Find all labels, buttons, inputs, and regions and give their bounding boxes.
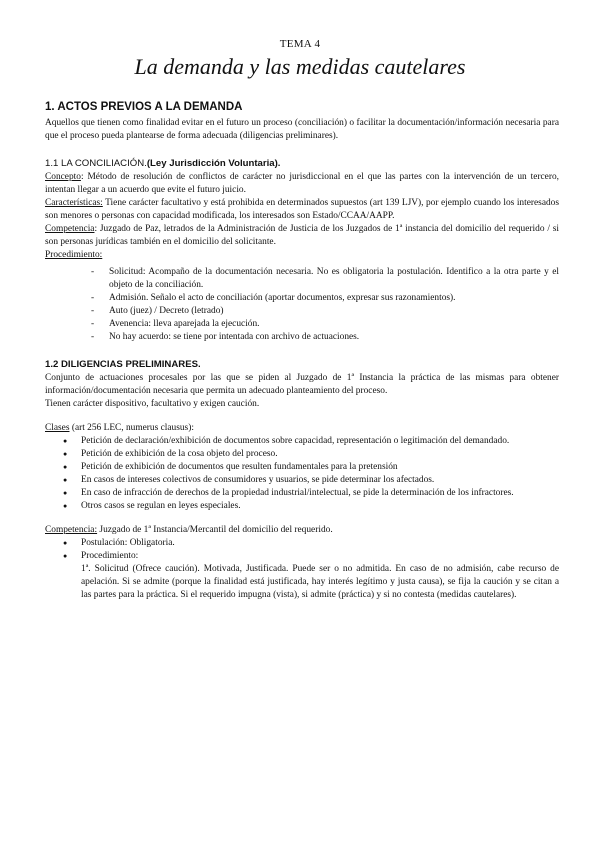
list-item: ● Petición de exhibición de la cosa objeto del proceso.	[63, 448, 559, 461]
procedimiento-list	[45, 266, 559, 344]
competencia-paragraph	[45, 223, 559, 249]
list-item: - Admisión. Señalo el acto de conciliación (aportar documentos, expresar sus razonamientos).	[91, 292, 559, 305]
list-item: ● Procedimiento:	[63, 550, 559, 563]
list-item: - Auto (juez) / Decreto (letrado)	[91, 305, 559, 318]
section-1-1-heading	[45, 157, 559, 170]
section-1-2-heading: 1.2 DILIGENCIAS PRELIMINARES.	[45, 359, 201, 370]
competencia-2-label: Competencia:	[45, 525, 98, 535]
page-title: La demanda y las medidas cautelares	[134, 54, 466, 79]
caracteristicas-text: Tiene carácter facultativo y está prohibida en determinados supuestos (art 139 LJV), por ejemplo cuando los interesados son menores o personas con capacidad modificada, los interesados son Estado/CCAA/AAPP.	[45, 198, 559, 221]
concepto-paragraph	[45, 171, 559, 197]
caracteristicas-paragraph	[45, 197, 559, 223]
section-1-intro: Aquellos que tienen como finalidad evitar en el futuro un proceso (conciliación) o facilitar la documentación/información necesaria para que el proceso pueda plantearse de forma adecuada (diligencias preliminares).	[45, 118, 559, 141]
competencia-text: : Juzgado de Paz, letrados de la Administración de Justicia de los Juzgados de 1ª instancia del domicilio del requerido / si son personas jurídicas también en el domicilio del solicitante.	[45, 224, 559, 247]
list-item: ● Petición de declaración/exhibición de documentos sobre capacidad, representación o legitimación del demandado.	[63, 435, 559, 448]
section-1-1-heading-law: (Ley Jurisdicción Voluntaria).	[146, 158, 281, 169]
tema-label: TEMA 4	[279, 38, 321, 50]
list-item: - Avenencia: lleva aparejada la ejecución.	[91, 318, 559, 331]
list-item: - No hay acuerdo: se tiene por intentada con archivo de actuaciones.	[91, 331, 559, 344]
caracteristicas-label: Características:	[45, 198, 103, 208]
competencia-2-text: Juzgado de 1ª Instancia/Mercantil del domicilio del requerido.	[97, 525, 333, 535]
procedimiento-label: Procedimiento:	[45, 250, 103, 260]
list-item: - Solicitud: Acompaño de la documentación necesaria. No es obligatoria la postulación. Identifico a la otra parte y el objeto de la conciliación.	[91, 266, 559, 292]
competencia-2-paragraph	[45, 524, 559, 537]
list-item: ● Postulación: Obligatoria.	[63, 537, 559, 550]
clases-paragraph	[45, 422, 559, 435]
list-item: ● En caso de infracción de derechos de la propiedad industrial/intelectual, se pide la determinación de los infractores.	[63, 487, 559, 500]
concepto-label: Concepto	[45, 172, 81, 182]
clases-label: Clases	[45, 423, 70, 433]
list-item: ● Otros casos se regulan en leyes especiales.	[63, 500, 559, 513]
clases-text: (art 256 LEC, numerus clausus):	[69, 423, 194, 433]
document-body	[45, 101, 559, 602]
list-item: ● En casos de intereses colectivos de consumidores y usuarios, se pide determinar los afectados.	[63, 474, 559, 487]
section-1-2-caracter: Tienen carácter dispositivo, facultativo y exigen caución.	[45, 399, 260, 409]
list-item: ● Petición de exhibición de documentos que resulten fundamentales para la pretensión	[63, 461, 559, 474]
solicitud-paragraph: 1ª. Solicitud (Ofrece caución). Motivada, Justificada. Puede ser o no admitida. En caso de no admisión, cabe recurso de apelación. Si se admite (porque la finalidad está justificada, hay interés legítimo y justa causa), se fija la caución y se citan a las partes para la práctica. Si el requerido impugna (vista), si admite (práctica) y si no contesta (medidas cautelares).	[81, 564, 559, 600]
section-1-1-heading-number: 1.1 LA CONCILIACIÓN.	[45, 158, 147, 169]
section-1-heading: 1. ACTOS PREVIOS A LA DEMANDA	[45, 101, 243, 113]
competencia-label: Competencia	[45, 224, 95, 234]
clases-list	[45, 435, 559, 513]
concepto-text: : Método de resolución de conflictos de carácter no jurisdiccional en el que las partes con la intervención de un tercero, intentan llegar a un acuerdo que evite el futuro juicio.	[45, 172, 559, 195]
section-1-2-intro: Conjunto de actuaciones procesales por las que se piden al Juzgado de 1ª Instancia la práctica de las mismas para obtener información/documentación necesaria que permita un adecuado planteamiento del proceso.	[45, 373, 559, 396]
postulacion-list	[45, 537, 559, 563]
